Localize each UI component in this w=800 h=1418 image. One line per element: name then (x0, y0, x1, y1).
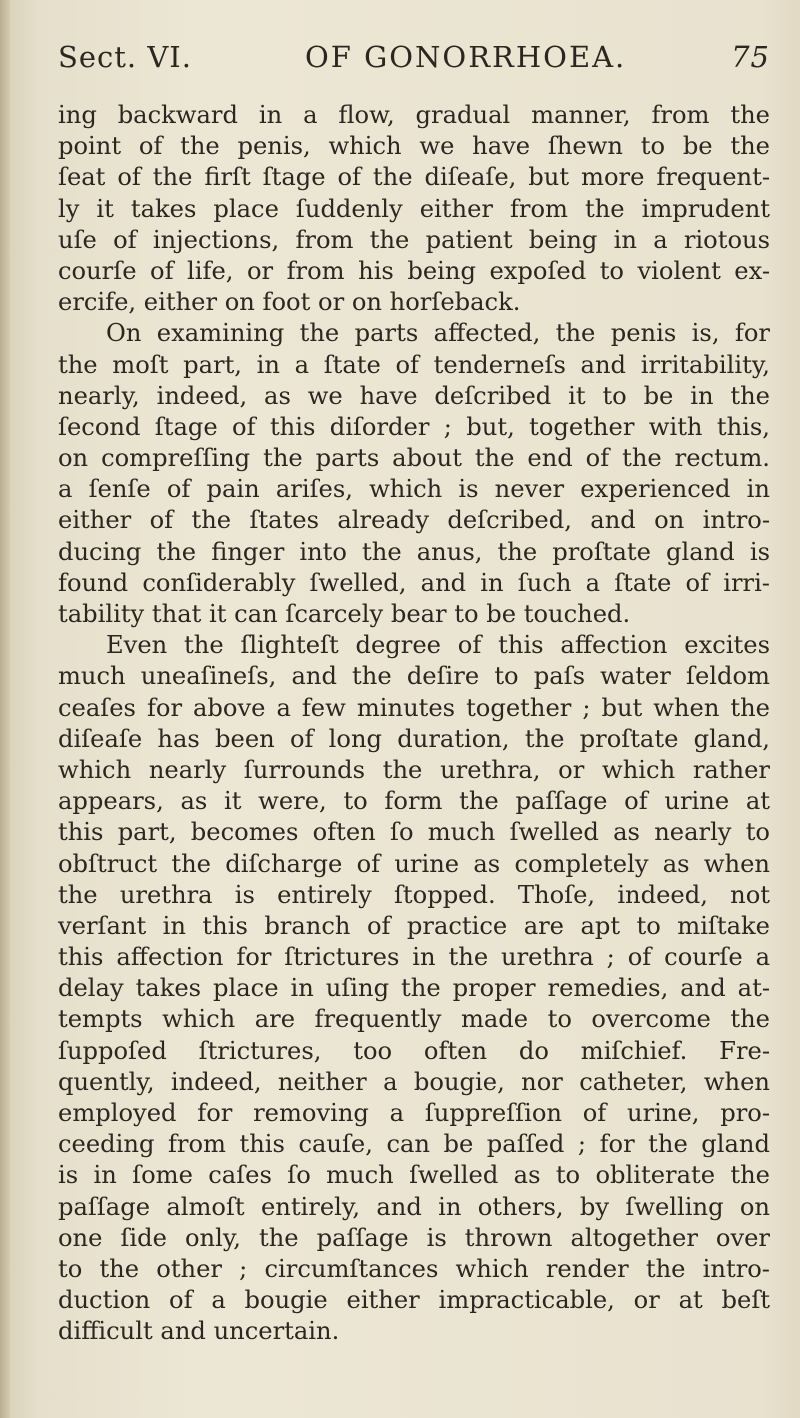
text-line: one ſide only, the paſſage is thrown altogether over (58, 1223, 770, 1252)
text-line: paſſage almoſt entirely, and in others, by ſwelling on (58, 1192, 770, 1221)
section-label: Sect. VI. (58, 40, 192, 74)
text-line: courſe of life, or from his being expoſed to violent ex- (58, 256, 770, 285)
text-line: either of the ſtates already deſcribed, and on intro- (58, 506, 770, 535)
text-line: ceaſes for above a few minutes together ; but when the (58, 693, 770, 722)
text-line: which nearly ſurrounds the urethra, or which rather (58, 755, 770, 784)
text-line: the urethra is entirely ſtopped. Thoſe, indeed, not (58, 880, 770, 909)
page-gutter (0, 0, 10, 1418)
text-line: uſe of injections, from the patient being in a riotous (58, 225, 770, 254)
text-line: ſecond ſtage of this diſorder ; but, together with this, (58, 412, 770, 441)
text-line: found conſiderably ſwelled, and in ſuch a ſtate of irri- (58, 568, 770, 597)
text-line: ing backward in a flow, gradual manner, from the (58, 101, 770, 129)
text-line: ſeat of the firſt ſtage of the diſeaſe, but more frequent- (58, 163, 770, 192)
text-line: employed for removing a ſuppreſſion of urine, pro- (58, 1099, 770, 1127)
text-line: tempts which are frequently made to overcome the (58, 1005, 770, 1034)
text-line: appears, as it were, to form the paſſage of urine at (58, 787, 770, 816)
text-line: point of the penis, which we have ſhewn to be the (58, 132, 770, 161)
text-line: on compreſſing the parts about the end of the rectum. (58, 444, 770, 473)
text-line: ceeding from this cauſe, can be paſſed ; for the gland (58, 1130, 770, 1159)
text-line: Even the ſlighteſt degree of this affection excites (106, 631, 770, 660)
text-line: this part, becomes often ſo much ſwelled as nearly to (58, 818, 770, 847)
text-line: ſuppoſed ſtrictures, too often do miſchief. Fre- (58, 1036, 770, 1065)
text-line: obſtruct the diſcharge of urine as completely as when (58, 849, 770, 878)
text-line: ly it takes place ſuddenly either from the imprudent (58, 194, 770, 223)
text-line: the moſt part, in a ſtate of tenderneſs and irritability, (58, 350, 770, 379)
text-line: diſeaſe has been of long duration, the proſtate gland, (58, 724, 770, 753)
text-line: a ſenſe of pain ariſes, which is never experienced in (58, 475, 770, 504)
text-line: nearly, indeed, as we have deſcribed it to be in the (58, 381, 770, 410)
text-line: to the other ; circumſtances which render the intro- (58, 1254, 770, 1283)
text-line: verſant in this branch of practice are apt to miſtake (58, 911, 770, 940)
page-number: 75 (731, 40, 770, 74)
text-line: ercife, either on foot or on horſeback. (58, 288, 521, 317)
text-line: this affection for ſtrictures in the urethra ; of courſe a (58, 943, 770, 972)
text-line: is in ſome caſes ſo much ſwelled as to obliterate the (58, 1161, 770, 1190)
running-header (58, 40, 770, 90)
text-line: duction of a bougie either impracticable, or at beſt (58, 1286, 770, 1315)
running-title: OF GONORRHOEA. (305, 40, 627, 74)
text-line: tability that it can ſcarcely bear to be touched. (58, 600, 631, 628)
text-line: ducing the finger into the anus, the proſtate gland is (58, 537, 770, 566)
text-line: difficult and uncertain. (58, 1317, 340, 1346)
text-line: On examining the parts affected, the penis is, for (106, 319, 770, 348)
text-line: delay takes place in uſing the proper remedies, and at- (58, 974, 770, 1003)
text-line: quently, indeed, neither a bougie, nor catheter, when (58, 1067, 770, 1096)
text-line: much uneaſineſs, and the deſire to paſs water ſeldom (58, 662, 770, 691)
body-text (58, 100, 770, 1348)
